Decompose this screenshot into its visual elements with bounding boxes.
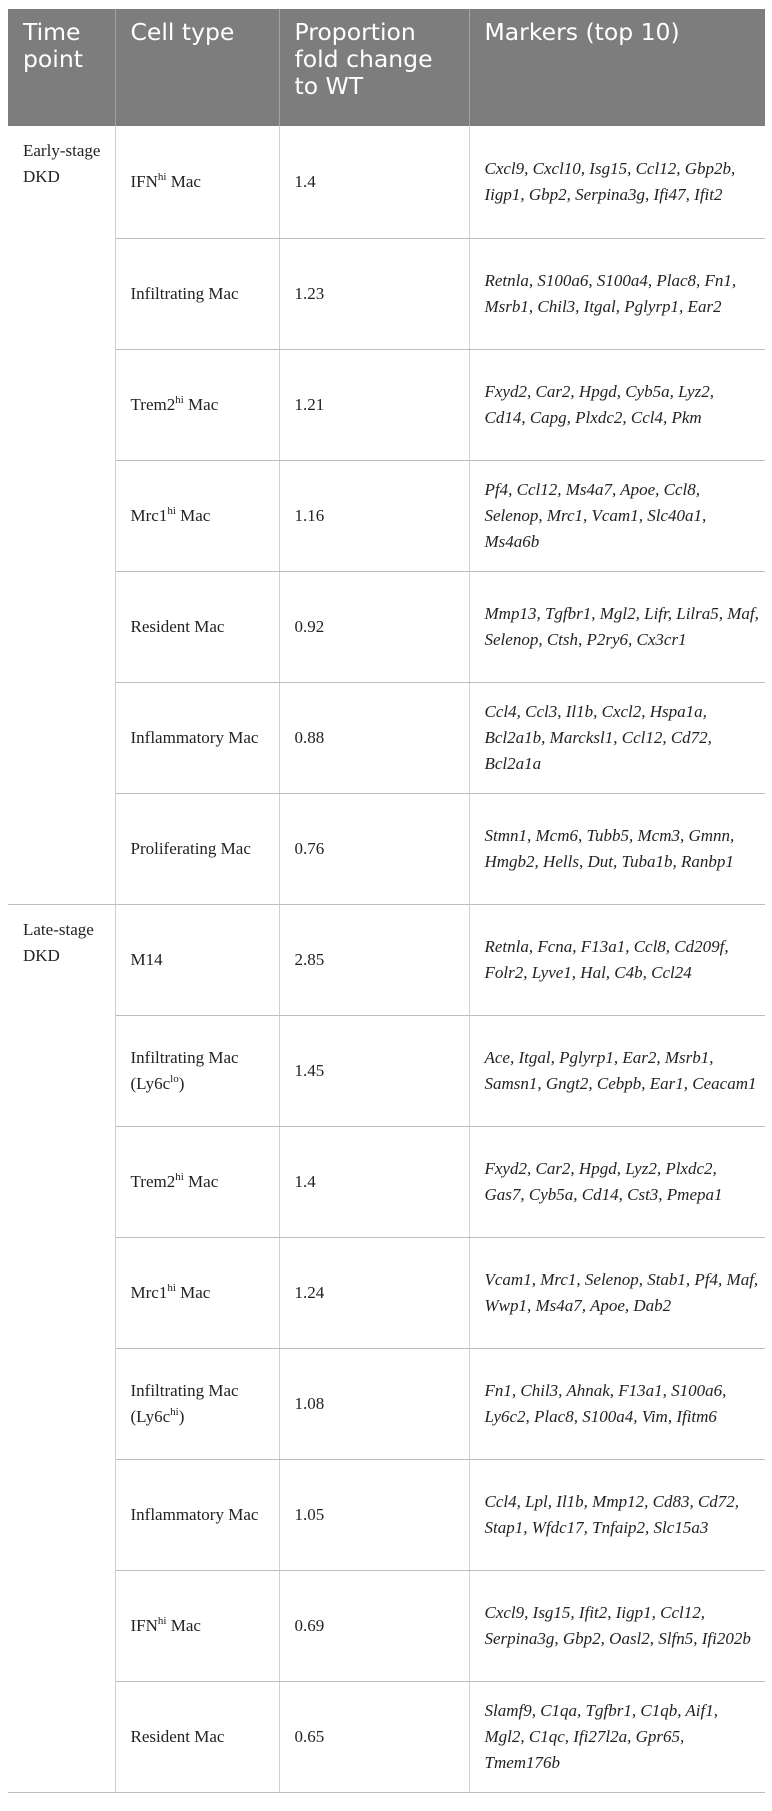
cell-type-suffix: Mac bbox=[175, 505, 211, 525]
cell-type-cell bbox=[115, 126, 279, 238]
cell-type-cell bbox=[115, 349, 279, 460]
cell-type-cell bbox=[115, 904, 279, 1015]
table-row bbox=[8, 1126, 765, 1237]
cell-type-cell bbox=[115, 460, 279, 571]
cell-type-name: Trem2 bbox=[130, 394, 176, 414]
cell-type-cell bbox=[115, 1237, 279, 1348]
cell-type-superscript: hi bbox=[175, 1170, 184, 1183]
cell-type-superscript: hi bbox=[167, 1281, 176, 1294]
markers-cell: Fn1, Chil3, Ahnak, F13a1, S100a6, Ly6c2, Plac8, S100a4, Vim, Ifitm6 bbox=[469, 1348, 765, 1459]
cell-type-cell bbox=[115, 571, 279, 682]
markers-cell: Vcam1, Mrc1, Selenop, Stab1, Pf4, Maf, Wwp1, Ms4a7, Apoe, Dab2 bbox=[469, 1237, 765, 1348]
fold-change-value: 0.76 bbox=[279, 793, 469, 904]
header-time-point: Time point bbox=[8, 9, 115, 126]
markers-cell: Ccl4, Ccl3, Il1b, Cxcl2, Hspa1a, Bcl2a1b, Marcksl1, Ccl12, Cd72, Bcl2a1a bbox=[469, 682, 765, 793]
cell-type-name: Inflammatory Mac bbox=[130, 1504, 259, 1524]
table-row bbox=[8, 1348, 765, 1459]
cell-type-name: Mrc1 bbox=[130, 1282, 168, 1302]
cell-type-cell bbox=[115, 1459, 279, 1570]
cell-type-suffix: Mac bbox=[183, 1171, 219, 1191]
table-row bbox=[8, 1570, 765, 1681]
cell-type-cell bbox=[115, 1570, 279, 1681]
table-row bbox=[8, 571, 765, 682]
markers-cell: Stmn1, Mcm6, Tubb5, Mcm3, Gmnn, Hmgb2, Hells, Dut, Tuba1b, Ranbp1 bbox=[469, 793, 765, 904]
header-cell-type: Cell type bbox=[115, 9, 279, 126]
fold-change-value: 1.24 bbox=[279, 1237, 469, 1348]
table-row bbox=[8, 682, 765, 793]
cell-type-name: IFN bbox=[130, 171, 158, 191]
cell-type-name: Mrc1 bbox=[130, 505, 168, 525]
fold-change-value: 2.85 bbox=[279, 904, 469, 1015]
cell-type-cell bbox=[115, 238, 279, 349]
markers-cell: Fxyd2, Car2, Hpgd, Lyz2, Plxdc2, Gas7, Cyb5a, Cd14, Cst3, Pmepa1 bbox=[469, 1126, 765, 1237]
markers-cell: Retnla, Fcna, F13a1, Ccl8, Cd209f, Folr2, Lyve1, Hal, C4b, Ccl24 bbox=[469, 904, 765, 1015]
fold-change-value: 1.08 bbox=[279, 1348, 469, 1459]
cell-type-name: Proliferating Mac bbox=[130, 838, 251, 858]
fold-change-value: 1.45 bbox=[279, 1015, 469, 1126]
fold-change-value: 1.16 bbox=[279, 460, 469, 571]
table-row bbox=[8, 1681, 765, 1792]
cell-type-superscript: hi bbox=[170, 1405, 179, 1418]
cell-type-name: Infiltrating Mac bbox=[130, 283, 239, 303]
table-row bbox=[8, 460, 765, 571]
cell-type-cell bbox=[115, 1015, 279, 1126]
markers-cell: Cxcl9, Cxcl10, Isg15, Ccl12, Gbp2b, Iigp1, Gbp2, Serpina3g, Ifi47, Ifit2 bbox=[469, 126, 765, 238]
cell-type-cell bbox=[115, 1681, 279, 1792]
cell-type-name: Infiltrating Mac (Ly6c bbox=[130, 1380, 239, 1426]
time-point-cell: Late-stage DKD bbox=[8, 904, 115, 1792]
cell-type-suffix: Mac bbox=[166, 1615, 201, 1635]
markers-cell: Retnla, S100a6, S100a4, Plac8, Fn1, Msrb1, Chil3, Itgal, Pglyrp1, Ear2 bbox=[469, 238, 765, 349]
cell-type-name: Trem2 bbox=[130, 1171, 176, 1191]
fold-change-value: 1.05 bbox=[279, 1459, 469, 1570]
cell-type-superscript: hi bbox=[157, 170, 167, 183]
markers-cell: Mmp13, Tgfbr1, Mgl2, Lifr, Lilra5, Maf, Selenop, Ctsh, P2ry6, Cx3cr1 bbox=[469, 571, 765, 682]
fold-change-value: 1.4 bbox=[279, 126, 469, 238]
cell-type-cell bbox=[115, 1126, 279, 1237]
markers-cell: Ace, Itgal, Pglyrp1, Ear2, Msrb1, Samsn1, Gngt2, Cebpb, Ear1, Ceacam1 bbox=[469, 1015, 765, 1126]
cell-type-suffix: Mac bbox=[175, 1282, 211, 1302]
time-point-cell: Early-stage DKD bbox=[8, 126, 115, 904]
cell-type-superscript: hi bbox=[157, 1614, 167, 1627]
fold-change-value: 1.23 bbox=[279, 238, 469, 349]
cell-type-superscript: hi bbox=[167, 504, 176, 517]
markers-cell: Ccl4, Lpl, Il1b, Mmp12, Cd83, Cd72, Stap1, Wfdc17, Tnfaip2, Slc15a3 bbox=[469, 1459, 765, 1570]
cell-type-suffix: Mac bbox=[183, 394, 219, 414]
table-row bbox=[8, 904, 765, 1015]
fold-change-value: 1.4 bbox=[279, 1126, 469, 1237]
cell-type-name: Inflammatory Mac bbox=[130, 727, 259, 747]
cell-type-cell bbox=[115, 793, 279, 904]
table-row bbox=[8, 349, 765, 460]
fold-change-value: 0.88 bbox=[279, 682, 469, 793]
cell-type-suffix: ) bbox=[178, 1073, 185, 1093]
cell-type-suffix: ) bbox=[178, 1406, 185, 1426]
table-row bbox=[8, 238, 765, 349]
fold-change-value: 1.21 bbox=[279, 349, 469, 460]
table-row bbox=[8, 793, 765, 904]
header-fold-change: Proportion fold change to WT bbox=[279, 9, 469, 126]
table-row bbox=[8, 1015, 765, 1126]
fold-change-value: 0.69 bbox=[279, 1570, 469, 1681]
cell-type-superscript: hi bbox=[175, 393, 184, 406]
cell-type-name: IFN bbox=[130, 1615, 158, 1635]
cell-type-name: M14 bbox=[130, 949, 163, 969]
header-markers: Markers (top 10) bbox=[469, 9, 765, 126]
cell-type-cell bbox=[115, 682, 279, 793]
cell-type-cell bbox=[115, 1348, 279, 1459]
cell-type-name: Resident Mac bbox=[130, 616, 225, 636]
cell-type-suffix: Mac bbox=[166, 171, 201, 191]
cell-type-name: Infiltrating Mac (Ly6c bbox=[130, 1047, 239, 1093]
table-body bbox=[8, 126, 765, 1792]
table-row bbox=[8, 126, 765, 238]
markers-cell: Slamf9, C1qa, Tgfbr1, C1qb, Aif1, Mgl2, C1qc, Ifi27l2a, Gpr65, Tmem176b bbox=[469, 1681, 765, 1792]
table-row bbox=[8, 1237, 765, 1348]
fold-change-value: 0.92 bbox=[279, 571, 469, 682]
markers-cell: Pf4, Ccl12, Ms4a7, Apoe, Ccl8, Selenop, Mrc1, Vcam1, Slc40a1, Ms4a6b bbox=[469, 460, 765, 571]
markers-cell: Cxcl9, Isg15, Ifit2, Iigp1, Ccl12, Serpina3g, Gbp2, Oasl2, Slfn5, Ifi202b bbox=[469, 1570, 765, 1681]
cell-type-superscript: lo bbox=[170, 1072, 179, 1085]
cell-type-name: Resident Mac bbox=[130, 1726, 225, 1746]
fold-change-value: 0.65 bbox=[279, 1681, 469, 1792]
header-row bbox=[8, 9, 765, 126]
markers-cell: Fxyd2, Car2, Hpgd, Cyb5a, Lyz2, Cd14, Capg, Plxdc2, Ccl4, Pkm bbox=[469, 349, 765, 460]
macrophage-markers-table bbox=[8, 9, 765, 1793]
table-row bbox=[8, 1459, 765, 1570]
